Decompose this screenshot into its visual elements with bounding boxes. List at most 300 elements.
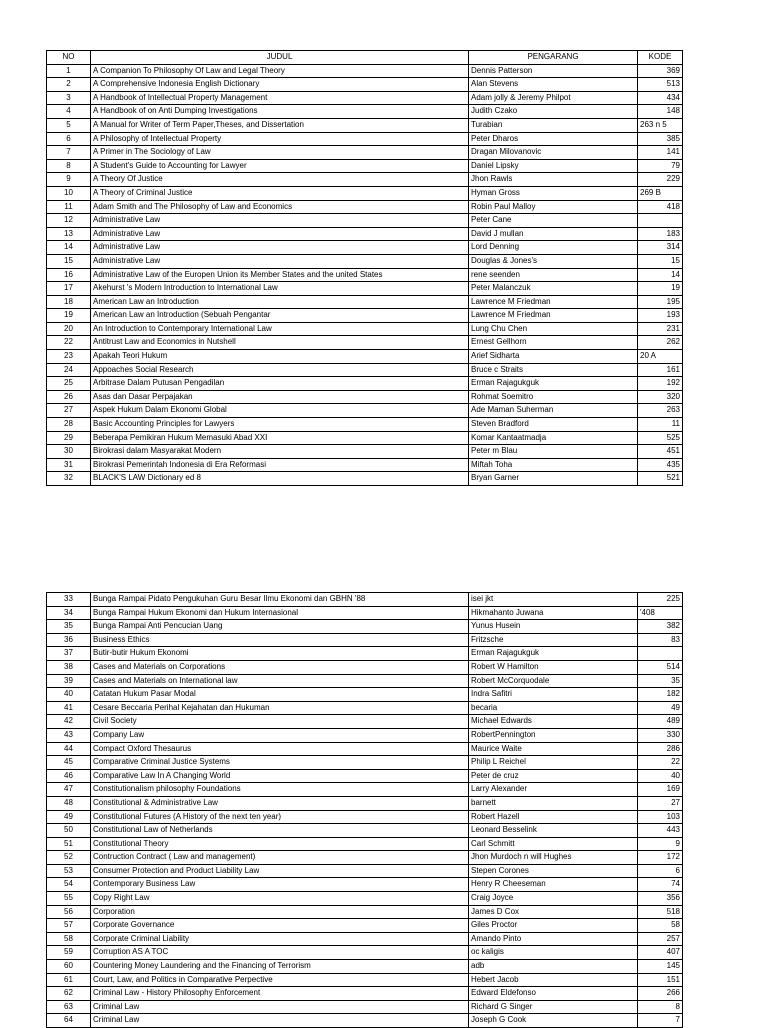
cell-kode: 6 bbox=[638, 864, 683, 878]
table-row bbox=[47, 254, 683, 268]
table-row bbox=[47, 701, 683, 715]
cell-no: 44 bbox=[47, 742, 91, 756]
cell-judul: Company Law bbox=[91, 728, 469, 742]
cell-kode: 451 bbox=[638, 445, 683, 459]
cell-kode: 314 bbox=[638, 241, 683, 255]
table-row bbox=[47, 390, 683, 404]
cell-judul: Corporate Governance bbox=[91, 919, 469, 933]
cell-pengarang: Edward Eldefonso bbox=[469, 987, 638, 1001]
cell-no: 34 bbox=[47, 606, 91, 620]
cell-pengarang: Amando Pinto bbox=[469, 932, 638, 946]
cell-judul: Corporate Criminal Liability bbox=[91, 932, 469, 946]
table-body-2 bbox=[47, 593, 683, 1028]
cell-kode: 183 bbox=[638, 227, 683, 241]
table-row bbox=[47, 810, 683, 824]
cell-judul: Court, Law, and Politics in Comparative Perpective bbox=[91, 973, 469, 987]
cell-kode: 382 bbox=[638, 620, 683, 634]
cell-no: 52 bbox=[47, 851, 91, 865]
table-row bbox=[47, 905, 683, 919]
cell-judul: A Student's Guide to Accounting for Lawyer bbox=[91, 159, 469, 173]
cell-judul: Administrative Law bbox=[91, 241, 469, 255]
cell-kode: 434 bbox=[638, 91, 683, 105]
table-row bbox=[47, 837, 683, 851]
table-row bbox=[47, 336, 683, 350]
table-row bbox=[47, 105, 683, 119]
cell-kode: 182 bbox=[638, 688, 683, 702]
cell-no: 26 bbox=[47, 390, 91, 404]
cell-no: 46 bbox=[47, 769, 91, 783]
cell-pengarang: Lawrence M Friedman bbox=[469, 309, 638, 323]
cell-judul: Criminal Law bbox=[91, 1000, 469, 1014]
cell-no: 7 bbox=[47, 146, 91, 160]
cell-judul: Arbitrase Dalam Putusan Pengadilan bbox=[91, 377, 469, 391]
cell-kode: 330 bbox=[638, 728, 683, 742]
cell-judul: A Theory Of Justice bbox=[91, 173, 469, 187]
cell-no: 1 bbox=[47, 64, 91, 78]
table-row bbox=[47, 783, 683, 797]
table-row bbox=[47, 78, 683, 92]
cell-pengarang: Craig Joyce bbox=[469, 892, 638, 906]
cell-kode: 7 bbox=[638, 1014, 683, 1028]
cell-no: 45 bbox=[47, 756, 91, 770]
cell-no: 24 bbox=[47, 363, 91, 377]
table-row bbox=[47, 742, 683, 756]
cell-judul: Aspek Hukum Dalam Ekonomi Global bbox=[91, 404, 469, 418]
cell-kode: 266 bbox=[638, 987, 683, 1001]
table-row bbox=[47, 91, 683, 105]
book-table-2 bbox=[46, 592, 683, 1028]
table-row bbox=[47, 418, 683, 432]
cell-kode: 407 bbox=[638, 946, 683, 960]
table-row bbox=[47, 769, 683, 783]
cell-judul: An Introduction to Contemporary International Law bbox=[91, 322, 469, 336]
table-row bbox=[47, 431, 683, 445]
table-row bbox=[47, 620, 683, 634]
cell-pengarang: Steven Bradford bbox=[469, 418, 638, 432]
cell-kode: 514 bbox=[638, 660, 683, 674]
cell-pengarang: Joseph G Cook bbox=[469, 1014, 638, 1028]
cell-no: 33 bbox=[47, 593, 91, 607]
cell-judul: Constitutionalism philosophy Foundations bbox=[91, 783, 469, 797]
cell-kode: 435 bbox=[638, 458, 683, 472]
table-row bbox=[47, 173, 683, 187]
cell-kode: 286 bbox=[638, 742, 683, 756]
cell-kode: 22 bbox=[638, 756, 683, 770]
cell-pengarang: adb bbox=[469, 960, 638, 974]
cell-pengarang: Peter de cruz bbox=[469, 769, 638, 783]
cell-pengarang: Yunus Husein bbox=[469, 620, 638, 634]
cell-no: 51 bbox=[47, 837, 91, 851]
cell-no: 22 bbox=[47, 336, 91, 350]
cell-judul: A Philosophy of Intellectual Property bbox=[91, 132, 469, 146]
table-row bbox=[47, 282, 683, 296]
table-row bbox=[47, 932, 683, 946]
cell-pengarang: RobertPennington bbox=[469, 728, 638, 742]
table-row bbox=[47, 878, 683, 892]
cell-kode: 9 bbox=[638, 837, 683, 851]
cell-no: 13 bbox=[47, 227, 91, 241]
cell-no: 40 bbox=[47, 688, 91, 702]
cell-judul: Criminal Law bbox=[91, 1014, 469, 1028]
cell-judul: A Comprehensive Indonesia English Dictionary bbox=[91, 78, 469, 92]
cell-no: 38 bbox=[47, 660, 91, 674]
cell-no: 6 bbox=[47, 132, 91, 146]
cell-pengarang: Richard G Singer bbox=[469, 1000, 638, 1014]
cell-judul: Constitutional Futures (A History of the next ten year) bbox=[91, 810, 469, 824]
cell-pengarang: Bryan Garner bbox=[469, 472, 638, 486]
cell-pengarang: Bruce c Straits bbox=[469, 363, 638, 377]
cell-pengarang: barnett bbox=[469, 796, 638, 810]
cell-judul: Constitutional Theory bbox=[91, 837, 469, 851]
cell-kode: 443 bbox=[638, 824, 683, 838]
cell-judul: Contemporary Business Law bbox=[91, 878, 469, 892]
table-row bbox=[47, 309, 683, 323]
cell-judul: Birokrasi dalam Masyarakat Modern bbox=[91, 445, 469, 459]
cell-kode bbox=[638, 647, 683, 661]
table-row bbox=[47, 186, 683, 200]
cell-pengarang: Philip L Reichel bbox=[469, 756, 638, 770]
cell-no: 3 bbox=[47, 91, 91, 105]
cell-kode: 356 bbox=[638, 892, 683, 906]
cell-kode: 169 bbox=[638, 783, 683, 797]
cell-kode: 74 bbox=[638, 878, 683, 892]
table-row bbox=[47, 227, 683, 241]
cell-no: 50 bbox=[47, 824, 91, 838]
cell-kode bbox=[638, 214, 683, 228]
cell-judul: Bunga Rampai Hukum Ekonomi dan Hukum Internasional bbox=[91, 606, 469, 620]
cell-pengarang: Alan Stevens bbox=[469, 78, 638, 92]
table-row bbox=[47, 647, 683, 661]
cell-kode: 225 bbox=[638, 593, 683, 607]
cell-no: 19 bbox=[47, 309, 91, 323]
table-row bbox=[47, 796, 683, 810]
cell-pengarang: Maurice Waite bbox=[469, 742, 638, 756]
cell-pengarang: Hebert Jacob bbox=[469, 973, 638, 987]
cell-kode: 263 n 5 bbox=[638, 118, 683, 132]
table-row bbox=[47, 472, 683, 486]
cell-pengarang: Carl Schmitt bbox=[469, 837, 638, 851]
cell-kode: 385 bbox=[638, 132, 683, 146]
cell-pengarang: Giles Proctor bbox=[469, 919, 638, 933]
cell-no: 36 bbox=[47, 633, 91, 647]
book-table-1 bbox=[46, 50, 683, 486]
cell-no: 5 bbox=[47, 118, 91, 132]
cell-pengarang: Arief Sidharta bbox=[469, 350, 638, 364]
table-row bbox=[47, 946, 683, 960]
cell-kode: 8 bbox=[638, 1000, 683, 1014]
cell-kode: 27 bbox=[638, 796, 683, 810]
table-row bbox=[47, 1000, 683, 1014]
table-row bbox=[47, 404, 683, 418]
cell-no: 63 bbox=[47, 1000, 91, 1014]
table-row bbox=[47, 377, 683, 391]
table-row bbox=[47, 633, 683, 647]
cell-pengarang: Dragan Milovanovic bbox=[469, 146, 638, 160]
cell-kode: 263 bbox=[638, 404, 683, 418]
table-row bbox=[47, 756, 683, 770]
cell-pengarang: Jhon Murdoch n will Hughes bbox=[469, 851, 638, 865]
cell-no: 49 bbox=[47, 810, 91, 824]
table-row bbox=[47, 118, 683, 132]
cell-pengarang: Robert McCorquodale bbox=[469, 674, 638, 688]
cell-pengarang: Jhon Rawls bbox=[469, 173, 638, 187]
cell-pengarang: Lung Chu Chen bbox=[469, 322, 638, 336]
cell-judul: Countering Money Laundering and the Financing of Terrorism bbox=[91, 960, 469, 974]
cell-kode: 521 bbox=[638, 472, 683, 486]
cell-no: 54 bbox=[47, 878, 91, 892]
cell-no: 42 bbox=[47, 715, 91, 729]
table-row bbox=[47, 715, 683, 729]
table-row bbox=[47, 363, 683, 377]
table-row bbox=[47, 132, 683, 146]
cell-no: 28 bbox=[47, 418, 91, 432]
cell-pengarang: Miftah Toha bbox=[469, 458, 638, 472]
table-row bbox=[47, 200, 683, 214]
cell-kode: 79 bbox=[638, 159, 683, 173]
cell-kode: 262 bbox=[638, 336, 683, 350]
cell-judul: American Law an Introduction bbox=[91, 295, 469, 309]
cell-pengarang: Peter Malanczuk bbox=[469, 282, 638, 296]
cell-judul: Asas dan Dasar Perpajakan bbox=[91, 390, 469, 404]
table-row bbox=[47, 322, 683, 336]
cell-no: 32 bbox=[47, 472, 91, 486]
cell-pengarang: Ade Maman Suherman bbox=[469, 404, 638, 418]
cell-judul: A Primer in The Sociology of Law bbox=[91, 146, 469, 160]
cell-pengarang: Turabian bbox=[469, 118, 638, 132]
cell-pengarang: Erman Rajagukguk bbox=[469, 647, 638, 661]
cell-no: 15 bbox=[47, 254, 91, 268]
cell-kode: 257 bbox=[638, 932, 683, 946]
cell-no: 60 bbox=[47, 960, 91, 974]
cell-judul: Cases and Materials on Corporations bbox=[91, 660, 469, 674]
cell-no: 10 bbox=[47, 186, 91, 200]
cell-judul: Antitrust Law and Economics in Nutshell bbox=[91, 336, 469, 350]
cell-pengarang: isei jkt bbox=[469, 593, 638, 607]
cell-pengarang: James D Cox bbox=[469, 905, 638, 919]
cell-judul: Criminal Law - History Philosophy Enforcement bbox=[91, 987, 469, 1001]
cell-pengarang: Robin Paul Malloy bbox=[469, 200, 638, 214]
header-no: NO bbox=[47, 51, 91, 65]
cell-kode: 489 bbox=[638, 715, 683, 729]
cell-judul: Administrative Law of the Europen Union its Member States and the united States bbox=[91, 268, 469, 282]
table-body-1 bbox=[47, 64, 683, 485]
cell-no: 2 bbox=[47, 78, 91, 92]
cell-no: 37 bbox=[47, 647, 91, 661]
table-row bbox=[47, 660, 683, 674]
cell-no: 17 bbox=[47, 282, 91, 296]
table-row bbox=[47, 350, 683, 364]
cell-kode: 35 bbox=[638, 674, 683, 688]
table-row bbox=[47, 606, 683, 620]
table-row bbox=[47, 268, 683, 282]
table-row bbox=[47, 159, 683, 173]
cell-judul: Basic Accounting Principles for Lawyers bbox=[91, 418, 469, 432]
cell-no: 12 bbox=[47, 214, 91, 228]
cell-pengarang: Rohmat Soemitro bbox=[469, 390, 638, 404]
cell-kode: 518 bbox=[638, 905, 683, 919]
cell-no: 39 bbox=[47, 674, 91, 688]
cell-pengarang: Robert Hazell bbox=[469, 810, 638, 824]
table-row bbox=[47, 214, 683, 228]
cell-no: 61 bbox=[47, 973, 91, 987]
cell-kode: 513 bbox=[638, 78, 683, 92]
cell-pengarang: Adam jolly & Jeremy Philpot bbox=[469, 91, 638, 105]
cell-kode: '408 bbox=[638, 606, 683, 620]
cell-kode: 192 bbox=[638, 377, 683, 391]
header-pengarang: PENGARANG bbox=[469, 51, 638, 65]
cell-kode: 195 bbox=[638, 295, 683, 309]
cell-kode: 19 bbox=[638, 282, 683, 296]
cell-judul: Business Ethics bbox=[91, 633, 469, 647]
cell-pengarang: Daniel Lipsky bbox=[469, 159, 638, 173]
cell-judul: American Law an Introduction (Sebuah Pengantar bbox=[91, 309, 469, 323]
cell-judul: A Manual for Writer of Term Paper,Theses, and Dissertation bbox=[91, 118, 469, 132]
cell-pengarang: Ernest Gellhorn bbox=[469, 336, 638, 350]
cell-kode: 15 bbox=[638, 254, 683, 268]
cell-pengarang: Indra Safitri bbox=[469, 688, 638, 702]
table-row bbox=[47, 688, 683, 702]
cell-no: 58 bbox=[47, 932, 91, 946]
cell-no: 8 bbox=[47, 159, 91, 173]
cell-kode: 229 bbox=[638, 173, 683, 187]
table-row bbox=[47, 987, 683, 1001]
cell-pengarang: Peter Cane bbox=[469, 214, 638, 228]
cell-kode: 269 B bbox=[638, 186, 683, 200]
cell-no: 47 bbox=[47, 783, 91, 797]
cell-pengarang: Fritzsche bbox=[469, 633, 638, 647]
cell-pengarang: Michael Edwards bbox=[469, 715, 638, 729]
cell-kode: 369 bbox=[638, 64, 683, 78]
cell-no: 14 bbox=[47, 241, 91, 255]
table-row bbox=[47, 295, 683, 309]
cell-pengarang: Judith Czako bbox=[469, 105, 638, 119]
table-row bbox=[47, 241, 683, 255]
table-row bbox=[47, 824, 683, 838]
cell-pengarang: Peter m Blau bbox=[469, 445, 638, 459]
cell-pengarang: oc kaligis bbox=[469, 946, 638, 960]
cell-judul: Comparative Criminal Justice Systems bbox=[91, 756, 469, 770]
cell-no: 30 bbox=[47, 445, 91, 459]
cell-judul: Civil Society bbox=[91, 715, 469, 729]
table-row bbox=[47, 458, 683, 472]
cell-judul: Corruption AS A TOC bbox=[91, 946, 469, 960]
cell-judul: Birokrasi Pemerintah Indonesia di Era Reformasi bbox=[91, 458, 469, 472]
cell-no: 25 bbox=[47, 377, 91, 391]
cell-kode: 20 A bbox=[638, 350, 683, 364]
cell-kode: 151 bbox=[638, 973, 683, 987]
cell-judul: Contruction Contract ( Law and management) bbox=[91, 851, 469, 865]
cell-no: 16 bbox=[47, 268, 91, 282]
cell-judul: Comparative Law In A Changing World bbox=[91, 769, 469, 783]
cell-no: 56 bbox=[47, 905, 91, 919]
cell-kode: 231 bbox=[638, 322, 683, 336]
table-row bbox=[47, 146, 683, 160]
cell-judul: A Theory of Criminal Justice bbox=[91, 186, 469, 200]
cell-kode: 193 bbox=[638, 309, 683, 323]
cell-judul: A Companion To Philosophy Of Law and Legal Theory bbox=[91, 64, 469, 78]
cell-kode: 49 bbox=[638, 701, 683, 715]
cell-judul: Administrative Law bbox=[91, 227, 469, 241]
cell-kode: 145 bbox=[638, 960, 683, 974]
cell-judul: A Handbook of on Anti Dumping Investigations bbox=[91, 105, 469, 119]
cell-pengarang: David J mullan bbox=[469, 227, 638, 241]
cell-judul: Cesare Beccaria Perihal Kejahatan dan Hukuman bbox=[91, 701, 469, 715]
cell-kode: 148 bbox=[638, 105, 683, 119]
cell-judul: Copy Right Law bbox=[91, 892, 469, 906]
cell-judul: Apakah Teori Hukum bbox=[91, 350, 469, 364]
table-row bbox=[47, 851, 683, 865]
cell-pengarang: Lawrence M Friedman bbox=[469, 295, 638, 309]
cell-no: 35 bbox=[47, 620, 91, 634]
table-row bbox=[47, 919, 683, 933]
cell-judul: Corporation bbox=[91, 905, 469, 919]
cell-no: 43 bbox=[47, 728, 91, 742]
cell-pengarang: Peter Dharos bbox=[469, 132, 638, 146]
cell-no: 4 bbox=[47, 105, 91, 119]
cell-pengarang: Robert W Hamilton bbox=[469, 660, 638, 674]
cell-pengarang: Hyman Gross bbox=[469, 186, 638, 200]
cell-kode: 103 bbox=[638, 810, 683, 824]
cell-no: 20 bbox=[47, 322, 91, 336]
cell-pengarang: Dennis Patterson bbox=[469, 64, 638, 78]
table-row bbox=[47, 892, 683, 906]
cell-kode: 83 bbox=[638, 633, 683, 647]
cell-kode: 161 bbox=[638, 363, 683, 377]
cell-no: 64 bbox=[47, 1014, 91, 1028]
table-row bbox=[47, 728, 683, 742]
table-header-row bbox=[47, 51, 683, 65]
cell-pengarang: Hikmahanto Juwana bbox=[469, 606, 638, 620]
cell-judul: Administrative Law bbox=[91, 214, 469, 228]
cell-judul: Beberapa Pemikiran Hukum Memasuki Abad XXI bbox=[91, 431, 469, 445]
cell-kode: 418 bbox=[638, 200, 683, 214]
cell-judul: Bunga Rampai Pidato Pengukuhan Guru Besar Ilmu Ekonomi dan GBHN '88 bbox=[91, 593, 469, 607]
cell-pengarang: Douglas & Jones's bbox=[469, 254, 638, 268]
cell-kode: 525 bbox=[638, 431, 683, 445]
cell-no: 27 bbox=[47, 404, 91, 418]
cell-pengarang: Henry R Cheeseman bbox=[469, 878, 638, 892]
cell-pengarang: Komar Kantaatmadja bbox=[469, 431, 638, 445]
cell-judul: Cases and Materials on International law bbox=[91, 674, 469, 688]
cell-judul: Compact Oxford Thesaurus bbox=[91, 742, 469, 756]
cell-no: 23 bbox=[47, 350, 91, 364]
cell-no: 53 bbox=[47, 864, 91, 878]
cell-pengarang: becaria bbox=[469, 701, 638, 715]
cell-judul: Bunga Rampai Anti Pencucian Uang bbox=[91, 620, 469, 634]
cell-pengarang: Larry Alexander bbox=[469, 783, 638, 797]
table-row bbox=[47, 973, 683, 987]
cell-judul: Appoaches Social Research bbox=[91, 363, 469, 377]
cell-no: 55 bbox=[47, 892, 91, 906]
cell-no: 18 bbox=[47, 295, 91, 309]
cell-judul: Administrative Law bbox=[91, 254, 469, 268]
cell-kode: 172 bbox=[638, 851, 683, 865]
cell-kode: 11 bbox=[638, 418, 683, 432]
cell-no: 11 bbox=[47, 200, 91, 214]
cell-judul: Consumer Protection and Product Liability Law bbox=[91, 864, 469, 878]
cell-pengarang: Stepen Corones bbox=[469, 864, 638, 878]
table-row bbox=[47, 864, 683, 878]
cell-no: 41 bbox=[47, 701, 91, 715]
cell-judul: Adam Smith and The Philosophy of Law and Economics bbox=[91, 200, 469, 214]
table-row bbox=[47, 960, 683, 974]
cell-kode: 58 bbox=[638, 919, 683, 933]
cell-kode: 141 bbox=[638, 146, 683, 160]
header-kode: KODE bbox=[638, 51, 683, 65]
cell-judul: Constitutional Law of Netherlands bbox=[91, 824, 469, 838]
cell-judul: A Handbook of Intellectual Property Management bbox=[91, 91, 469, 105]
cell-no: 62 bbox=[47, 987, 91, 1001]
